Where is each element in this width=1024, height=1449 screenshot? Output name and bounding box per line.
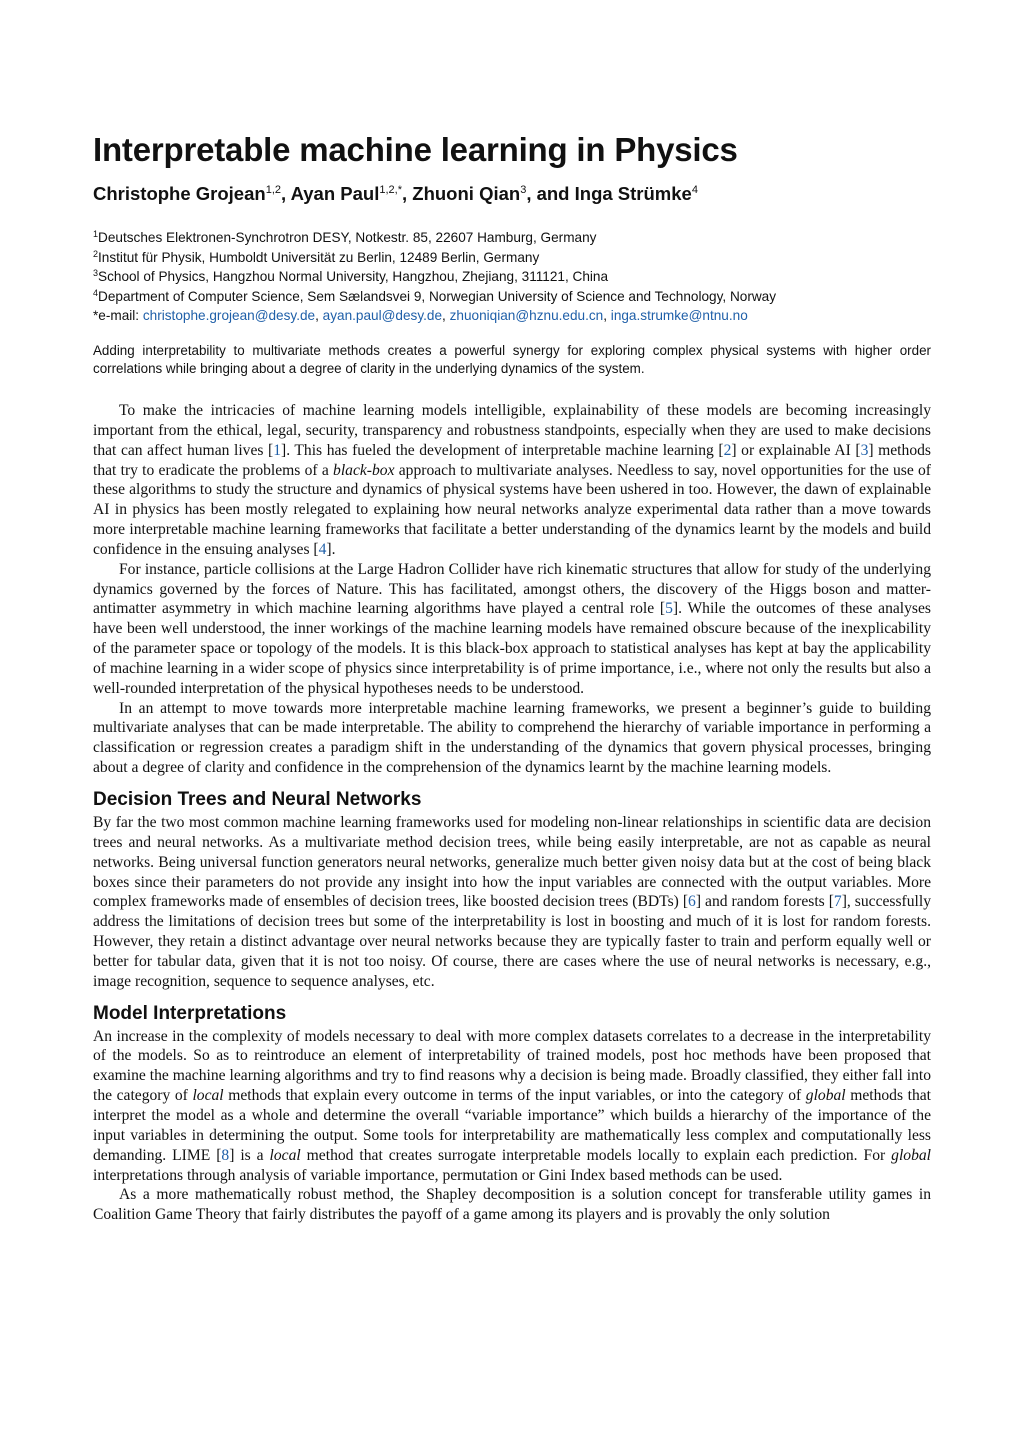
author-separator: , and [526,183,575,204]
affiliation-line [93,287,931,307]
emphasis: global [805,1087,846,1105]
affiliation-line [93,228,931,248]
email-prefix: *e-mail: [93,308,143,324]
email-separator: , [603,308,611,324]
email-link[interactable]: inga.strumke@ntnu.no [610,308,748,324]
affiliation-text: Deutsches Elektronen-Synchrotron DESY, Notkestr. 85, 22607 Hamburg, Germany [98,230,597,245]
citation-link[interactable]: 2 [723,441,732,459]
affiliation-number: 4 [93,287,99,298]
affiliation-number: 2 [93,248,99,259]
affiliation-number: 1 [93,229,99,239]
text-run: methods that interpret the model as a whole and determine the overall “variable importance” which builds a hierarchy of the importance of the input variables in determining the output. Some tools for interpretability are mathematically less complex and computationally less demanding. LIME [ [93,1087,931,1164]
citation-link[interactable]: 5 [665,600,673,618]
author-separator: , [402,183,413,204]
model-interpretations-paragraph-2: As a more mathematically robust method, the Shapley decomposition is a solution concept for transferable utility games in Coalition Game Theory that fairly distributes the payoff of a game among its players and is provably the only solution [93,1186,931,1224]
text-run: ], successfully address the limitations of decision trees but some of the interpretability is lost in boosting and much of it is lost for random forests. However, they retain a distinct advantage over neural networks because they are typically faster to train and perform equally well or better for tabular data, given that it is not too noisy. Of course, there are cases where the use of neural networks is necessary, e.g., image recognition, sequence to sequence analyses, etc. [93,893,931,990]
email-separator: , [315,308,323,324]
author-name: Inga Strümke [574,183,692,204]
citation-link[interactable]: 1 [273,441,282,459]
citation-link[interactable]: 8 [221,1146,230,1164]
text-run: interpretations through analysis of variable importance, permutation or Gini Index based methods can be used. [93,1166,783,1184]
text-run: methods that explain every outcome in terms of the input variables, or into the category of [223,1087,806,1105]
affiliation-line [93,267,931,287]
emphasis: global [891,1146,931,1164]
author-name: Ayan Paul [290,183,380,204]
citation-link[interactable]: 3 [860,441,869,459]
citation-link[interactable]: 6 [688,893,696,911]
affiliation-text: School of Physics, Hangzhou Normal University, Hangzhou, Zhejiang, 311121, China [98,269,609,285]
intro-paragraph-2 [93,560,931,699]
abstract: Adding interpretability to multivariate methods creates a powerful synergy for exploring complex physical systems with higher order correlations while bringing about a degree of clarity in the underlying dynamics of the system. [93,342,931,377]
text-run: ] methods that try to eradicate the problems of a [93,441,931,479]
author-separator: , [281,183,291,204]
paper-page [93,128,931,1225]
text-run: approach to multivariate analyses. Needless to say, novel opportunities for the use of these algorithms to study the structure and dynamics of physical systems have been ushered in too. However, the dawn of explainable AI in physics has been mostly relegated to explaining how neural networks analyze experimental data rather than a move towards more interpretable machine learning frameworks that facilitate a better understanding of the dynamics learnt by the models and build confidence in the ensuing analyses [ [93,461,931,558]
author-list [93,182,931,206]
text-run: An increase in the complexity of models necessary to deal with more complex datasets correlates to a decrease in the interpretability of the models. So as to reintroduce an element of interpretability of trained models, post hoc methods have been proposed that examine the machine learning algorithms and try to find reasons why a decision is being made. Broadly classified, they either fall into the category of [93,1027,931,1105]
paper-title: Interpretable machine learning in Physics [93,131,738,168]
author-affil-sup: 1,2 [265,184,281,196]
text-run: method that creates surrogate interpretable models locally to explain each prediction. For [300,1146,892,1164]
section-heading-decision-trees: Decision Trees and Neural Networks [93,789,422,810]
email-link[interactable]: christophe.grojean@desy.de [142,308,316,324]
author-affil-sup: 3 [520,184,527,196]
model-interpretations-paragraph-1 [93,1027,931,1186]
email-link[interactable]: ayan.paul@desy.de [322,308,443,324]
author-name: Christophe Grojean [93,183,266,204]
author-affil-sup: 1,2,* [379,184,402,196]
email-link[interactable]: zhuoniqian@hznu.edu.cn [449,308,604,324]
text-run: ]. [326,540,336,558]
emphasis: local [269,1146,301,1164]
text-run: ]. While the outcomes of these analyses have been well understood, the inner workings of the machine learning models have remained obscure because of the inexplicability of the parameter space or topology of the models. It is this black-box approach to statistical analyses has kept at bay the applicability of machine learning in a wider scope of physics since interpretability is of prime importance, i.e., where not only the results but also a well-rounded interpretation of the physical hypotheses needs to be understood. [93,600,931,697]
email-line [93,306,931,326]
text-run: ] or explainable AI [ [731,441,861,459]
decision-trees-paragraph [93,813,931,992]
email-separator: , [442,308,450,324]
citation-link[interactable]: 4 [318,540,327,558]
text-run: To make the intricacies of machine learning models intelligible, explainability of these models are becoming increasingly important from the ethical, legal, security, transparency and robustness standpoints, especially when they are used to make decisions that can affect human lives [ [93,401,931,459]
affiliation-text: Institut für Physik, Humboldt Universität zu Berlin, 12489 Berlin, Germany [98,249,540,265]
intro-paragraph-3: In an attempt to move towards more interpretable machine learning frameworks, we present a beginner’s guide to building multivariate analyses that can be made interpretable. The ability to comprehend the hierarchy of variable importance in performing a classification or regression creates a paradigm shift in the understanding of the dynamics that govern physical processes, bringing about a degree of clarity and confidence in the comprehension of the dynamics learnt by the machine learning models. [93,699,931,777]
emphasis: black-box [333,461,395,479]
citation-link[interactable]: 7 [833,893,842,911]
affiliation-text: Department of Computer Science, Sem Sælandsvei 9, Norwegian University of Science and Technology, Norway [98,288,777,304]
author-name: Zhuoni Qian [412,183,521,204]
text-run: For instance, particle collisions at the Large Hadron Collider have rich kinematic structures that allow for study of the underlying dynamics governed by the forces of Nature. This has facilitated, amongst others, the discovery of the Higgs boson and matter-antimatter asymmetry in which machine learning algorithms have played a central role [ [93,560,931,618]
text-run: ] is a [229,1146,270,1164]
text-run: ]. This has fueled the development of interpretable machine learning [ [281,441,724,459]
affiliation-list [93,228,931,326]
intro-paragraph-1 [93,401,931,560]
author-affil-sup: 4 [691,184,698,196]
emphasis: local [192,1087,224,1105]
section-heading-model-interpretations: Model Interpretations [93,1002,287,1024]
text-run: By far the two most common machine learning frameworks used for modeling non-linear relationships in scientific data are decision trees and neural networks. As a multivariate method decision trees, while being easily interpretable, are not as capable as neural networks. Being universal function generators neural networks, generalize much better given noisy data but at the cost of being black boxes since their parameters do not provide any insight into how the input variables are connected with the output variables. More complex frameworks made of ensembles of decision trees, like boosted decision trees (BDTs) [ [93,814,931,911]
affiliation-number: 3 [93,268,99,279]
text-run: ] and random forests [ [695,893,834,911]
affiliation-line [93,248,931,268]
